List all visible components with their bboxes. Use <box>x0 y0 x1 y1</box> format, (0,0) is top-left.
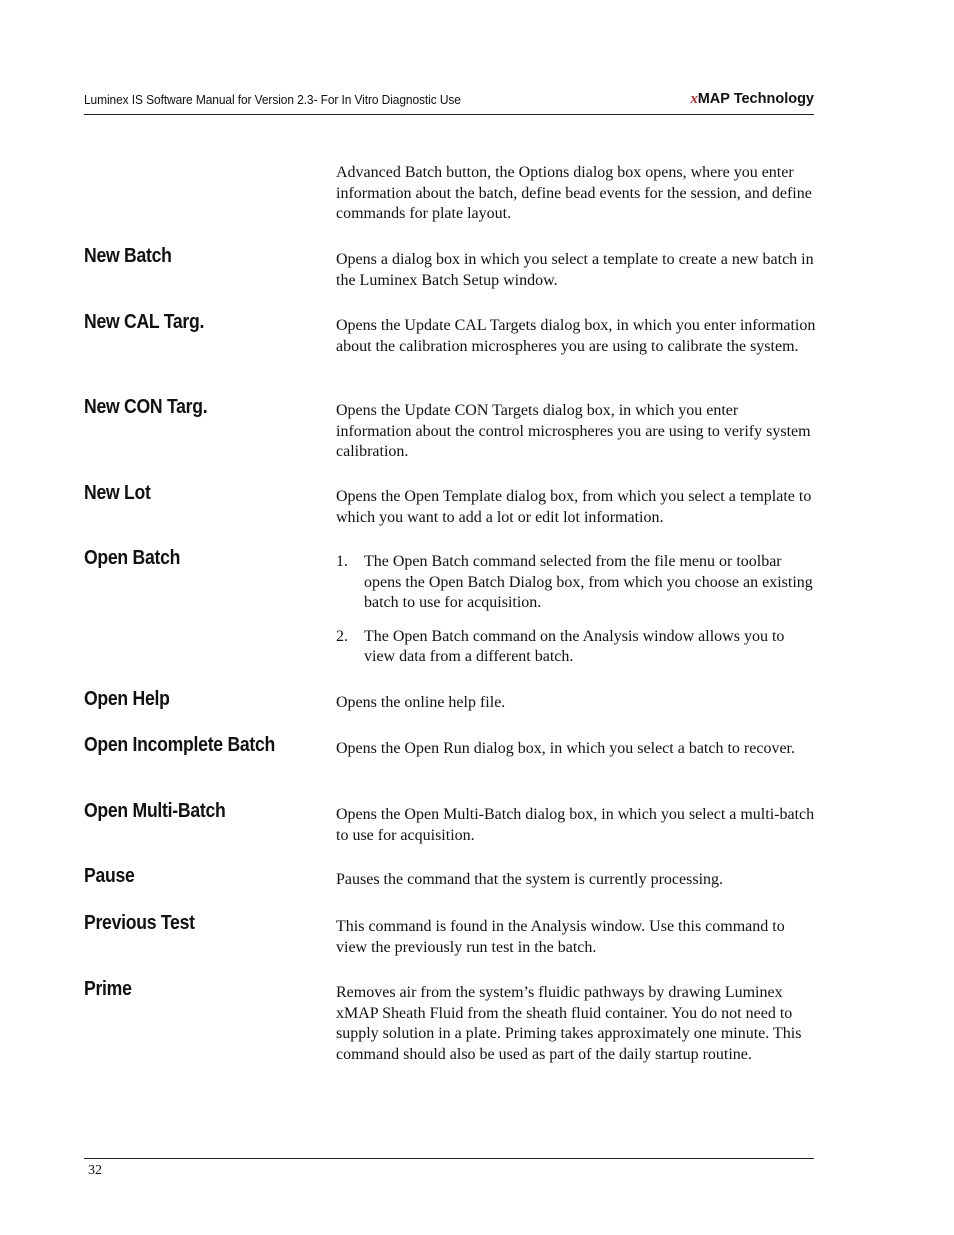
entry-definition: Pauses the command that the system is currently processing. <box>336 871 724 888</box>
entry-term: Open Incomplete Batch <box>84 734 276 756</box>
entry-term: Pause <box>84 865 135 887</box>
intro-paragraph: Advanced Batch button, the Options dialog box opens, where you enter information about the batch, define bead events for the session, and define commands for plate layout. <box>336 164 812 222</box>
footer-divider <box>84 1158 814 1159</box>
entry-definition: Opens a dialog box in which you select a template to create a new batch in the Luminex Batch Setup window. <box>336 251 814 289</box>
page-number: 32 <box>88 1163 102 1178</box>
list-item <box>336 552 816 614</box>
list-item-number: 1. <box>336 553 348 570</box>
entry-term: Prime <box>84 978 132 1000</box>
header-manual-title: Luminex IS Software Manual for Version 2.3- For In Vitro Diagnostic Use <box>84 92 461 107</box>
entry-term: Open Batch <box>84 547 181 569</box>
header-brand-x: x <box>690 91 698 107</box>
entry-definition: Opens the Update CON Targets dialog box, in which you enter information about the control microspheres you are using to verify system calibration. <box>336 402 811 460</box>
entry-term: New CON Targ. <box>84 396 208 418</box>
entry-definition: Opens the online help file. <box>336 694 506 711</box>
page-header <box>84 90 814 115</box>
entry-definition: Opens the Update CAL Targets dialog box, in which you enter information about the calibration microspheres you are using to calibrate the system. <box>336 317 816 355</box>
entry-term: New Batch <box>84 245 172 267</box>
entry-definition: Removes air from the system’s fluidic pathways by drawing Luminex xMAP Sheath Fluid from the sheath fluid container. You do not need to supply solution in a plate. Priming takes approximately one minute. This command should also be used as part of the daily startup routine. <box>336 984 802 1063</box>
entry-term: Previous Test <box>84 912 195 934</box>
list-item-number: 2. <box>336 627 348 645</box>
header-brand <box>690 91 814 108</box>
entry-term: New CAL Targ. <box>84 311 205 333</box>
entry-definition: Opens the Open Template dialog box, from which you select a template to which you want to add a lot or edit lot information. <box>336 488 812 526</box>
entry-definition: Opens the Open Run dialog box, in which you select a batch to recover. <box>336 740 795 757</box>
list-item-text: The Open Batch command selected from the file menu or toolbar opens the Open Batch Dialog box, from which you choose an existing batch to use for acquisition. <box>364 553 813 611</box>
entry-definition: Opens the Open Multi-Batch dialog box, in which you select a multi-batch to use for acquisition. <box>336 806 815 844</box>
entry-term: New Lot <box>84 482 151 504</box>
entry-term: Open Multi-Batch <box>84 800 226 822</box>
entry-term: Open Help <box>84 688 170 710</box>
entry-definition-list <box>336 552 816 681</box>
list-item <box>336 627 816 668</box>
entry-definition: This command is found in the Analysis window. Use this command to view the previously run test in the batch. <box>336 918 785 956</box>
list-item-text: The Open Batch command on the Analysis window allows you to view data from a different batch. <box>364 627 785 665</box>
header-brand-text: MAP Technology <box>697 91 814 107</box>
